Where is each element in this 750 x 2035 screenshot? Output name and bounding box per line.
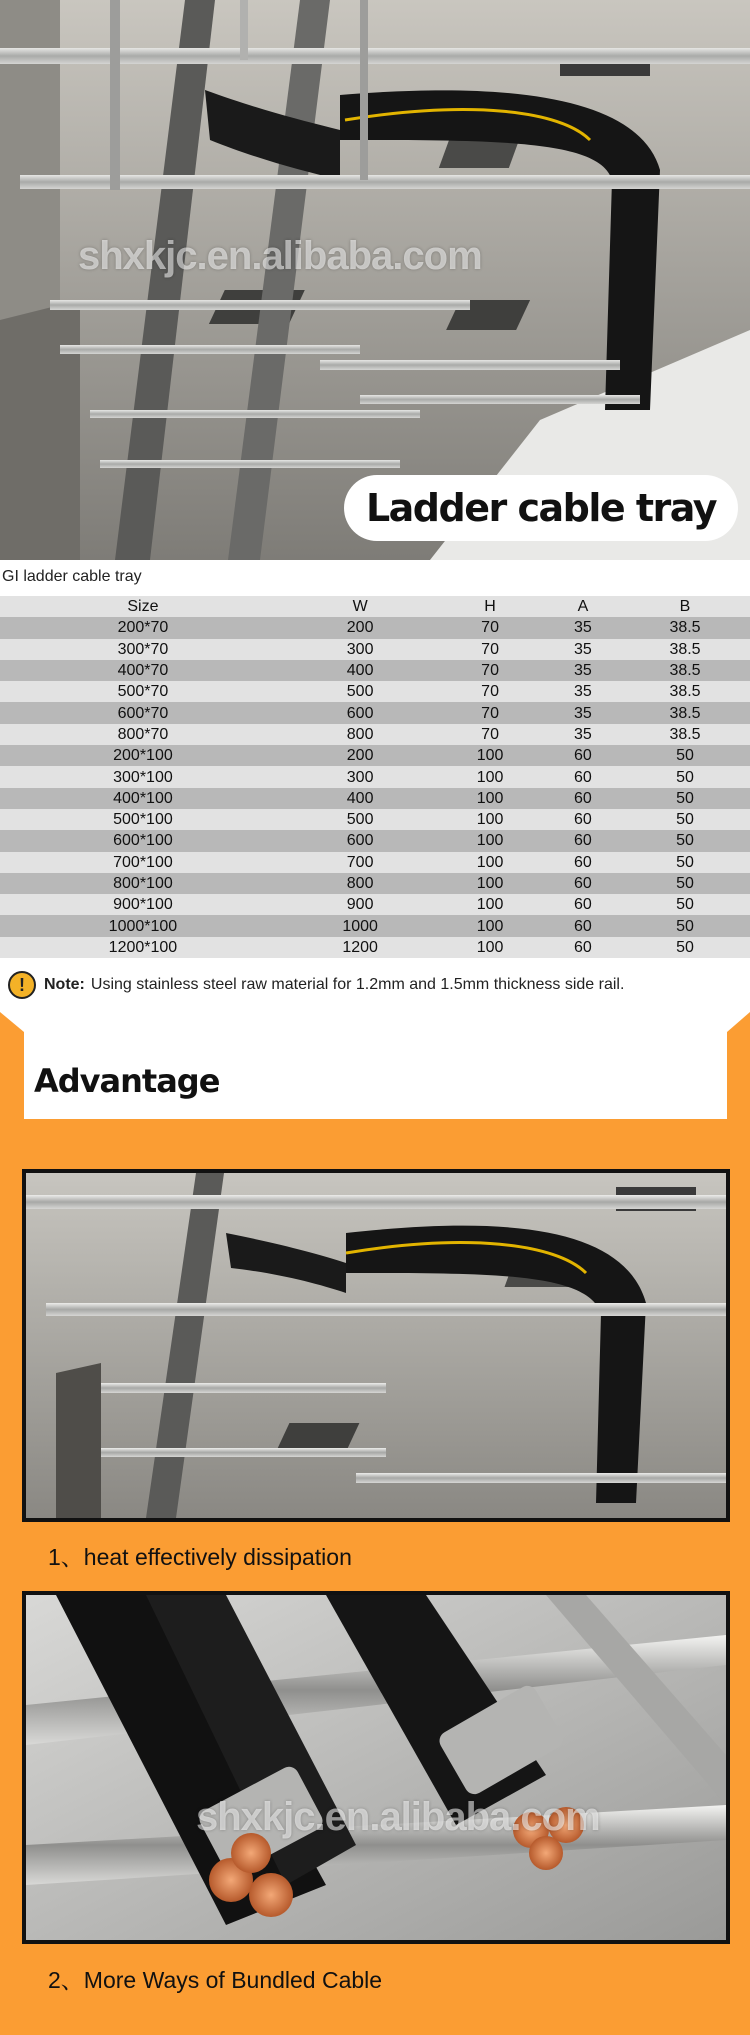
- table-cell: 400: [346, 662, 374, 680]
- table-row: [0, 830, 750, 851]
- table-cell: 300: [346, 768, 374, 786]
- hero-photo: [0, 0, 750, 560]
- table-cell: 35: [574, 662, 592, 680]
- table-cell: 35: [574, 619, 592, 637]
- table-cell: 100: [476, 853, 504, 871]
- table-cell: 35: [574, 683, 592, 701]
- table-cell: 70: [481, 662, 499, 680]
- table-cell: 70: [481, 683, 499, 701]
- note-label: Note:: [44, 976, 85, 994]
- table-cell: 70: [481, 704, 499, 722]
- table-cell: 60: [574, 811, 592, 829]
- spec-section: [0, 560, 750, 1012]
- table-cell: 200: [346, 747, 374, 765]
- table-cell: 38.5: [669, 640, 701, 658]
- table-cell: 38.5: [669, 619, 701, 637]
- table-body: [0, 617, 750, 958]
- table-row: [0, 873, 750, 894]
- table-cell: 50: [676, 832, 694, 850]
- table-cell: 900: [346, 896, 374, 914]
- table-cell: 60: [574, 747, 592, 765]
- table-row: [0, 788, 750, 809]
- table-cell: 500*70: [117, 683, 169, 701]
- table-cell: 60: [574, 875, 592, 892]
- table-cell: 800*100: [113, 875, 173, 892]
- advantage-caption-2: 2、More Ways of Bundled Cable: [48, 1967, 383, 1994]
- table-cell: 60: [574, 896, 592, 914]
- table-cell: 38.5: [669, 725, 701, 743]
- table-cell: 50: [676, 853, 694, 871]
- table-cell: 60: [574, 768, 592, 786]
- table-cell: 35: [574, 725, 592, 743]
- header-h: H: [434, 596, 545, 617]
- table-cell: 38.5: [669, 662, 701, 680]
- product-title-badge: Ladder cable tray: [344, 475, 738, 541]
- table-cell: 200: [346, 619, 374, 637]
- table-cell: 38.5: [669, 683, 701, 701]
- corner-decoration-left: [0, 1012, 24, 1032]
- table-cell: 100: [476, 811, 504, 829]
- advantage-photo-2: [22, 1591, 730, 1944]
- table-caption: GI ladder cable tray: [2, 568, 142, 585]
- exclamation-icon: !: [8, 971, 36, 999]
- table-cell: 900*100: [113, 896, 173, 914]
- table-cell: 100: [476, 832, 504, 850]
- table-cell: 700: [346, 853, 374, 871]
- table-row: [0, 852, 750, 873]
- table-cell: 400: [346, 789, 374, 807]
- table-header-row: [0, 596, 750, 617]
- table-cell: 38.5: [669, 704, 701, 722]
- table-cell: 100: [476, 789, 504, 807]
- table-cell: 300*70: [117, 640, 169, 658]
- table-cell: 100: [476, 747, 504, 765]
- table-row: [0, 745, 750, 766]
- corner-decoration-right: [727, 1012, 750, 1032]
- table-cell: 60: [574, 789, 592, 807]
- table-cell: 600: [346, 704, 374, 722]
- table-row: [0, 937, 750, 958]
- table-cell: 50: [676, 789, 694, 807]
- table-cell: 1200*100: [108, 938, 178, 956]
- table-cell: 70: [481, 640, 499, 658]
- advantage-photo-1: [22, 1169, 730, 1522]
- table-cell: 600: [346, 832, 374, 850]
- table-cell: 500: [346, 683, 374, 701]
- table-row: [0, 639, 750, 660]
- table-row: [0, 702, 750, 723]
- watermark-text: shxkjc.en.alibaba.com: [78, 234, 482, 278]
- table-cell: 50: [676, 811, 694, 829]
- table-cell: 60: [574, 938, 592, 956]
- table-cell: 35: [574, 704, 592, 722]
- section-title: Advantage: [34, 1062, 220, 1101]
- table-cell: 50: [676, 917, 694, 935]
- table-cell: 200*70: [117, 619, 169, 637]
- table-cell: 60: [574, 832, 592, 850]
- table-cell: 800*70: [117, 725, 169, 743]
- table-row: [0, 660, 750, 681]
- table-cell: 1200: [342, 938, 378, 956]
- table-cell: 70: [481, 619, 499, 637]
- table-cell: 600*100: [113, 832, 173, 850]
- table-cell: 500: [346, 811, 374, 829]
- table-row: [0, 915, 750, 936]
- table-cell: 700*100: [113, 853, 173, 871]
- spec-table: [0, 596, 750, 958]
- table-cell: 600*70: [117, 704, 169, 722]
- ceiling-tray-photo: [26, 1173, 726, 1518]
- table-cell: 1000: [342, 917, 378, 935]
- table-cell: 1000*100: [108, 917, 178, 935]
- table-cell: 100: [476, 938, 504, 956]
- watermark-text-2: shxkjc.en.alibaba.com: [196, 1795, 600, 1840]
- table-cell: 70: [481, 725, 499, 743]
- table-cell: 200*100: [113, 747, 173, 765]
- table-cell: 500*100: [113, 811, 173, 829]
- header-b: B: [620, 596, 750, 617]
- table-cell: 300*100: [113, 768, 173, 786]
- note-text: Using stainless steel raw material for 1.2mm and 1.5mm thickness side rail.: [90, 976, 625, 994]
- table-cell: 100: [476, 875, 504, 892]
- table-row: [0, 809, 750, 830]
- table-cell: 400*100: [113, 789, 173, 807]
- table-cell: 60: [574, 853, 592, 871]
- table-cell: 60: [574, 917, 592, 935]
- table-row: [0, 724, 750, 745]
- header-a: A: [546, 596, 620, 617]
- table-cell: 800: [346, 875, 374, 892]
- table-cell: 400*70: [117, 662, 169, 680]
- advantage-caption-1: 1、heat effectively dissipation: [48, 1544, 352, 1571]
- table-cell: 100: [476, 768, 504, 786]
- advantage-section: [0, 1032, 750, 2035]
- table-cell: 50: [676, 896, 694, 914]
- table-row: [0, 681, 750, 702]
- table-cell: 50: [676, 938, 694, 956]
- table-cell: 100: [476, 896, 504, 914]
- table-row: [0, 766, 750, 787]
- table-row: [0, 617, 750, 638]
- table-cell: 50: [676, 747, 694, 765]
- note-row: [0, 958, 750, 1012]
- table-cell: 300: [346, 640, 374, 658]
- table-cell: 35: [574, 640, 592, 658]
- header-w: W: [286, 596, 435, 617]
- table-cell: 800: [346, 725, 374, 743]
- table-row: [0, 894, 750, 915]
- table-cell: 100: [476, 917, 504, 935]
- bundled-cable-photo: [26, 1595, 726, 1940]
- table-cell: 50: [676, 875, 694, 892]
- divider: [0, 1012, 750, 1032]
- table-cell: 50: [676, 768, 694, 786]
- header-size: Size: [0, 596, 286, 617]
